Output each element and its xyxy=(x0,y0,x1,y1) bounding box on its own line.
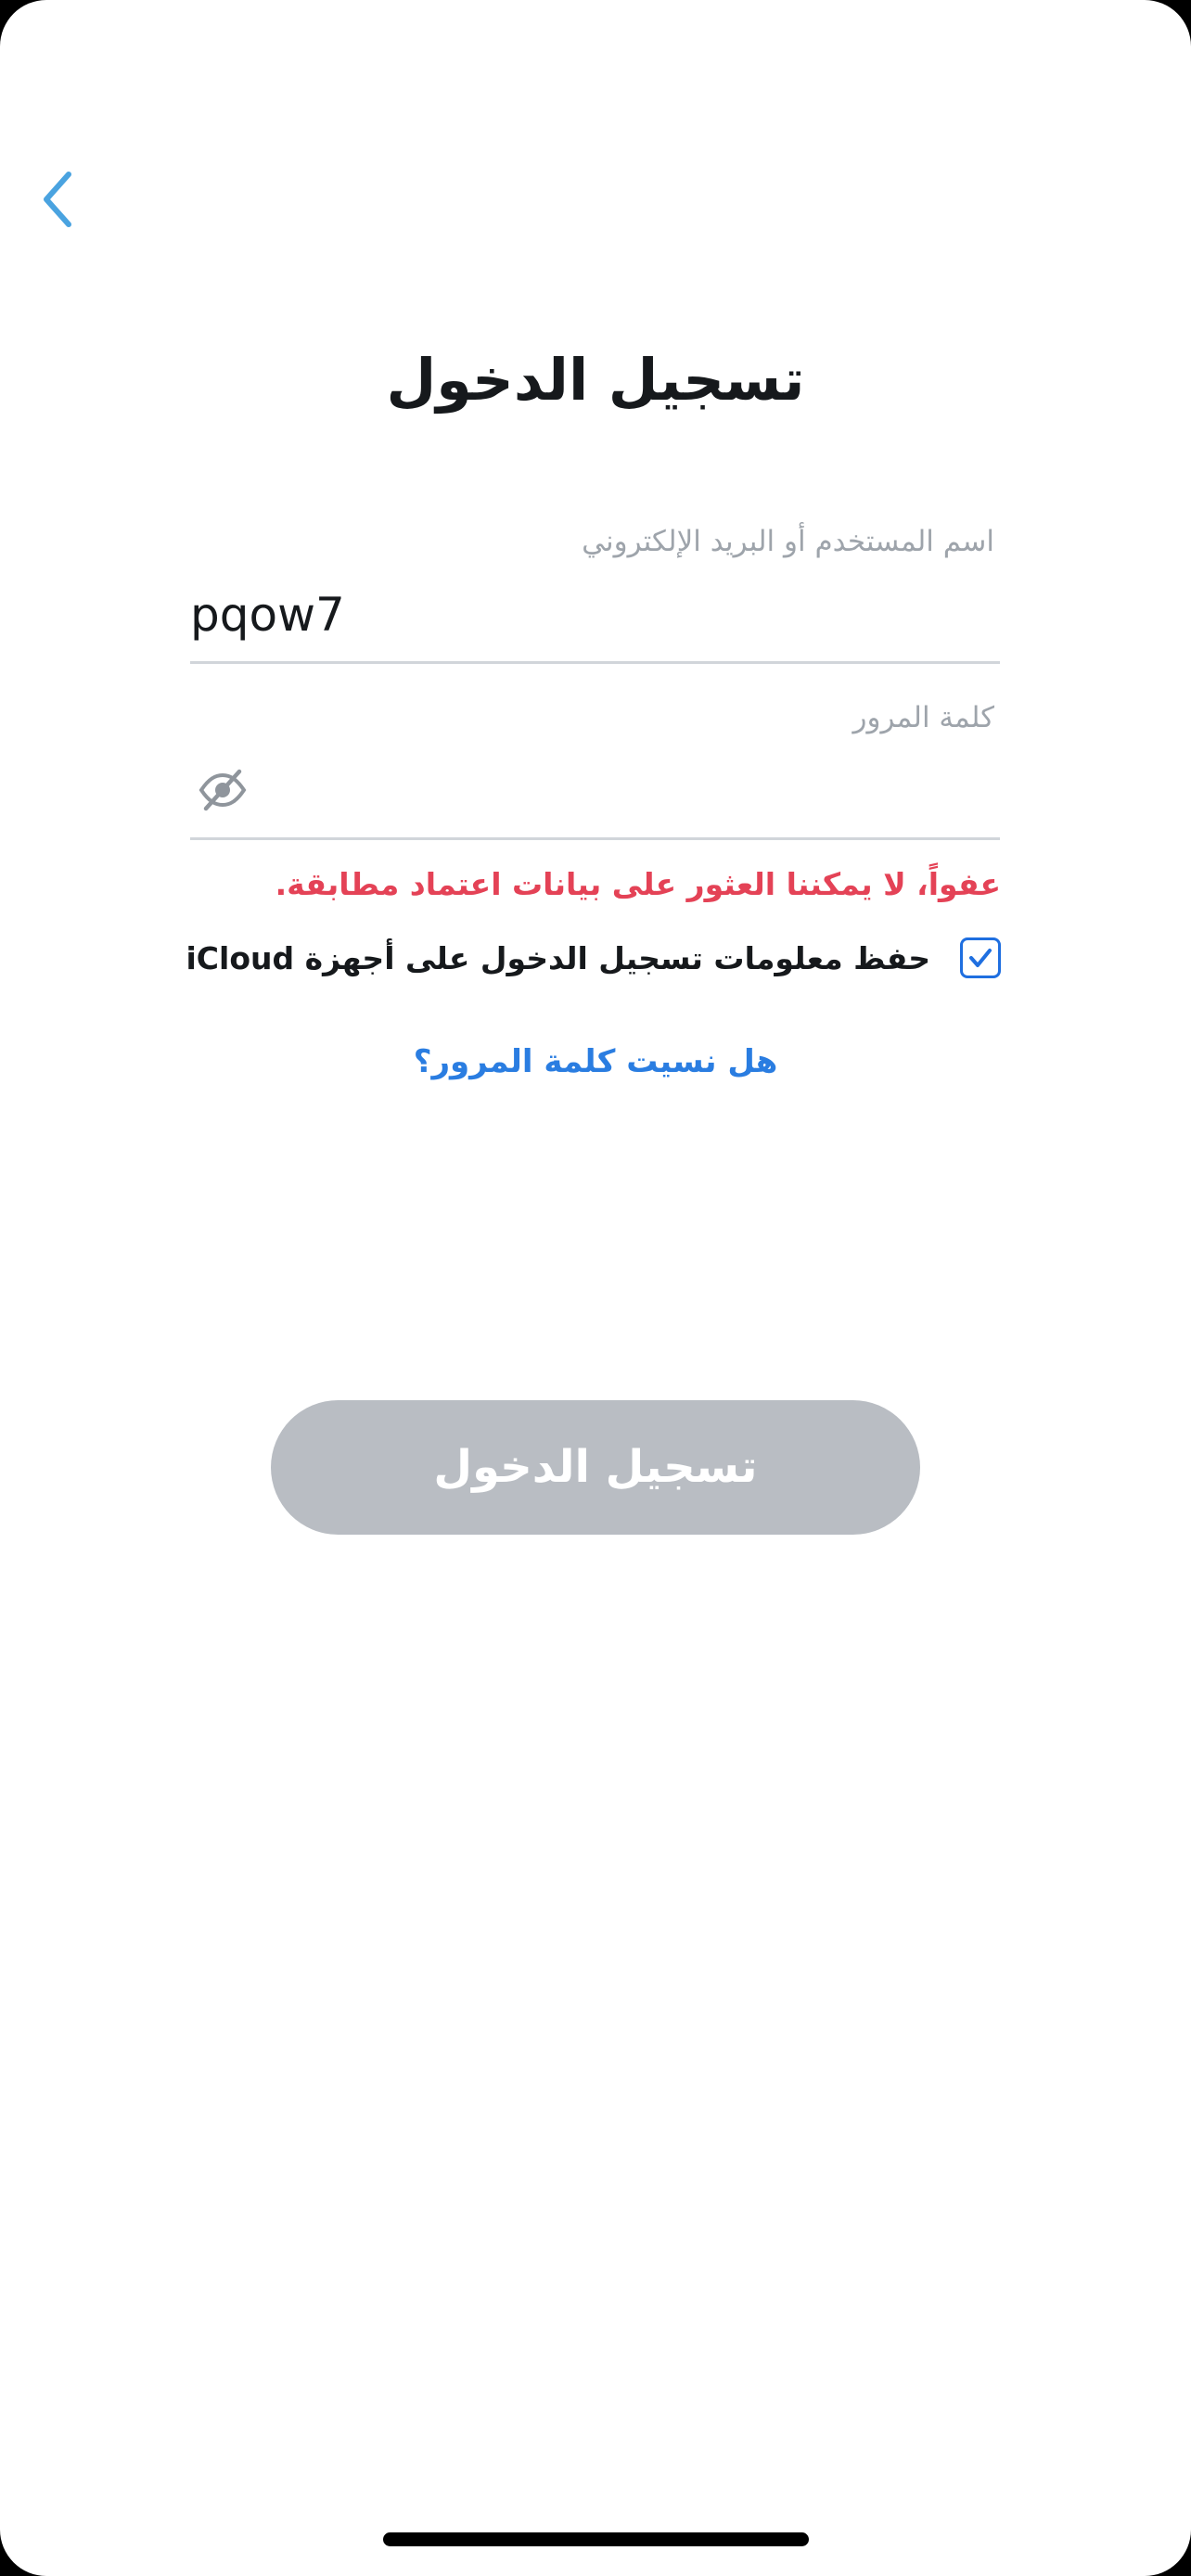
remember-checkbox[interactable] xyxy=(960,937,1001,978)
password-underline xyxy=(190,837,1000,840)
back-button[interactable] xyxy=(37,167,83,232)
username-input[interactable]: pqow7 xyxy=(190,588,345,642)
checkmark-icon xyxy=(967,944,994,972)
page-title: تسجيل الدخول xyxy=(386,346,805,414)
error-message: عفواً، لا يمكننا العثور على بيانات اعتماد مطابقة. xyxy=(275,866,1001,902)
username-label: اسم المستخدم أو البريد الإلكتروني xyxy=(582,525,994,558)
remember-label: حفظ معلومات تسجيل الدخول على أجهزة iCloud xyxy=(186,939,930,976)
show-password-toggle[interactable] xyxy=(197,764,249,816)
password-input[interactable] xyxy=(250,760,992,825)
remember-login-row xyxy=(186,930,1002,986)
home-indicator xyxy=(383,2532,809,2546)
username-underline xyxy=(190,661,1000,664)
chevron-left-icon xyxy=(37,167,83,232)
eye-slash-icon xyxy=(197,764,249,816)
forgot-password-link[interactable]: هل نسيت كلمة المرور؟ xyxy=(413,1043,778,1080)
password-label: كلمة المرور xyxy=(852,701,994,734)
login-button[interactable]: تسجيل الدخول xyxy=(271,1400,920,1535)
